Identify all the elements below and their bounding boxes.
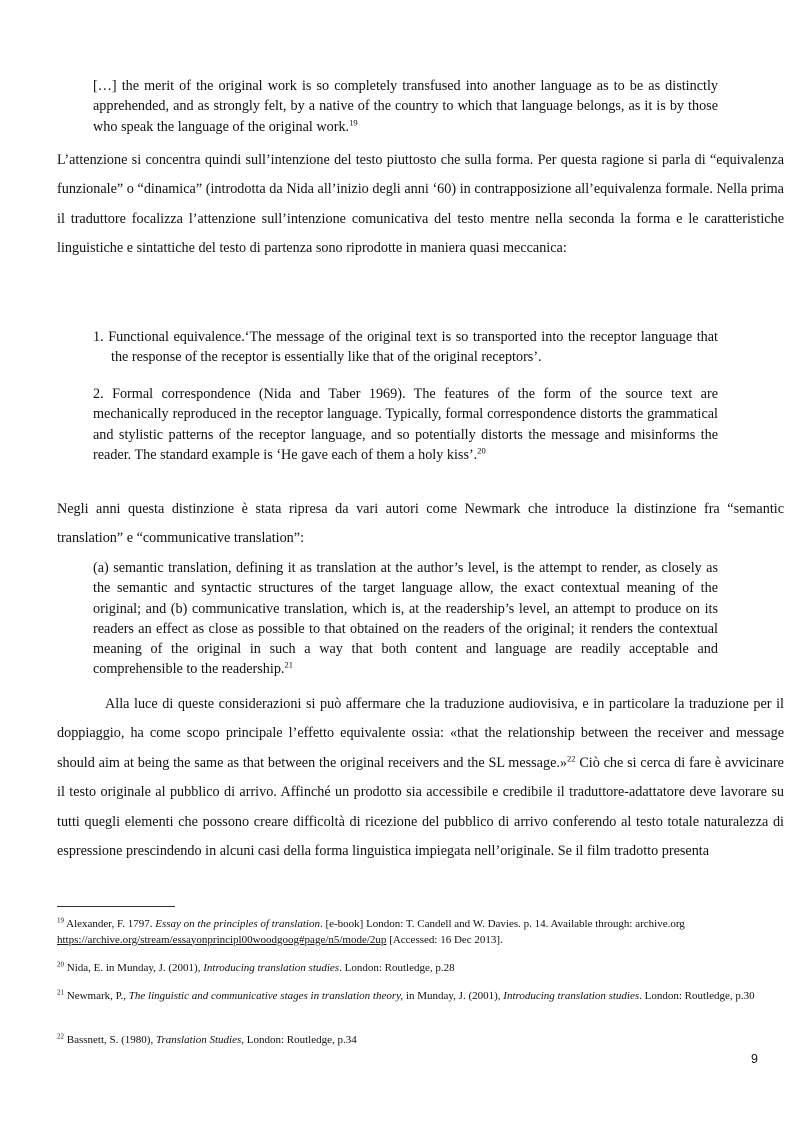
footnote-22-author: Bassnett, S. (1980), [64, 1034, 156, 1046]
footnote-ref-21[interactable]: 21 [284, 659, 293, 670]
footnote-19-accessed: [Accessed: 16 Dec 2013]. [386, 933, 503, 946]
paragraph-3-part-2: Ciò che si cerca di fare è avvicinare il testo originale al pubblico di arrivo. Affinché un prodotto sia accessibile e credibile il traduttore-adattatore deve lavorare su tutti quegli elementi che possono creare difficoltà di ricezione del pubblico di arrivo conferendo al testo totale naturalezza di espressione prescindendo in alcuni casi della forma linguistica impiegata nell’originale. Se il film tradotto presenta [57, 754, 784, 860]
footnote-21-publisher: . London: Routledge, p.30 [639, 990, 755, 1002]
page-number: 9 [751, 1052, 758, 1066]
footnote-ref-22[interactable]: 22 [567, 753, 576, 764]
paragraph-1: L’attenzione si concentra quindi sull’intenzione del testo piuttosto che sulla forma. Per questa ragione si parla di “equivalenza funzionale” o “dinamica” (introdotta da Nida all’inizio degli anni ‘60) in contrapposizione all’equivalenza formale. Nella prima il traduttore focalizza l’attenzione sull’intenzione comunicativa del testo mentre nella seconda la forma e le caratteristiche linguistiche e sintattiche del testo di partenza sono riprodotte in maniera quasi meccanica: [57, 152, 784, 257]
block-quote-2 [93, 558, 718, 680]
footnote-ref-20[interactable]: 20 [477, 445, 486, 456]
footnote-20-title: Introducing translation studies [203, 962, 340, 974]
footnote-21-title: The linguistic and communicative stages in translation theory, [128, 990, 404, 1002]
footnote-21-author: Newmark, P., [64, 990, 129, 1002]
footnote-21 [57, 989, 784, 1005]
list-item-2-text: 2. Formal correspondence (Nida and Taber 1969). The features of the form of the source text are mechanically reproduced in the receptor language. Typically, formal correspondence distorts the grammatical and stylistic patterns of the receptor language, and so potentially distorts the message and misinforms the reader. The standard example is ‘He gave each of them a holy kiss’. [93, 386, 718, 463]
list-item-1: 1. Functional equivalence.‘The message of the original text is so transported into the receptor language that the response of the receptor is essentially like that of the original receptors’. [93, 329, 718, 366]
footnote-22-publisher: , London: Routledge, p.34 [241, 1034, 357, 1046]
paragraph-3 [57, 690, 784, 866]
paragraph-2: Negli anni questa distinzione è stata ripresa da vari autori come Newmark che introduce la distinzione fra “semantic translation” e “communicative translation”: [57, 501, 784, 547]
footnote-20 [57, 961, 784, 977]
footnote-ref-19[interactable]: 19 [349, 116, 358, 127]
quote-2-text: (a) semantic translation, defining it as translation at the author’s level, is the attempt to render, as closely as the semantic and syntactic structures of the target language allow, the exact contextual meaning of the original; and (b) communicative translation, which is, at the readership’s level, an attempt to produce on its readers an effect as close as possible to that obtained on the readers of the original; it renders the contextual meaning of the original in such a way that both content and language are readily acceptable and comprehensible to the readership. [93, 560, 718, 678]
quote-1-text: […] the merit of the original work is so completely transfused into another language as to be as distinctly apprehended, and as strongly felt, by a native of the country to which that language belongs, as it is by those who speak the language of the original work. [93, 78, 718, 135]
block-quote-1 [93, 76, 718, 137]
footnote-22 [57, 1033, 784, 1049]
footnote-separator [57, 906, 175, 907]
paragraph-3-part-1: Alla luce di queste considerazioni si può affermare che la traduzione audiovisiva, e in particolare la traduzione per il doppiaggio, ha come scopo principale l’effetto equivalente ossia: «that the relationship between the receiver and message should aim at being the same as that between the original receivers and the SL message.» [57, 696, 784, 771]
footnote-19-title: Essay on the principles of translation [155, 918, 320, 930]
footnote-19-number: 19 [57, 916, 64, 925]
footnote-19-publisher: . [e-book] London: T. Candell and W. Davies. p. 14. Available through: archive.org [319, 918, 685, 930]
footnote-22-title: Translation Studies [155, 1034, 242, 1046]
footnote-21-book-title: Introducing translation studies [503, 990, 640, 1002]
footnote-20-publisher: . London: Routledge, p.28 [339, 962, 455, 974]
footnote-19-link[interactable]: https://archive.org/stream/essayonprincipl00woodgoog#page/n5/mode/2up [57, 933, 387, 946]
footnote-20-number: 20 [57, 960, 64, 969]
footnote-22-number: 22 [57, 1032, 64, 1041]
list-item-2 [93, 384, 718, 465]
footnote-19-author: Alexander, F. 1797. [64, 918, 156, 930]
footnote-21-editor: in Munday, J. (2001), [403, 990, 504, 1002]
footnote-19 [57, 917, 784, 948]
footnote-20-author: Nida, E. in Munday, J. (2001), [64, 962, 204, 974]
footnote-21-number: 21 [57, 988, 64, 997]
